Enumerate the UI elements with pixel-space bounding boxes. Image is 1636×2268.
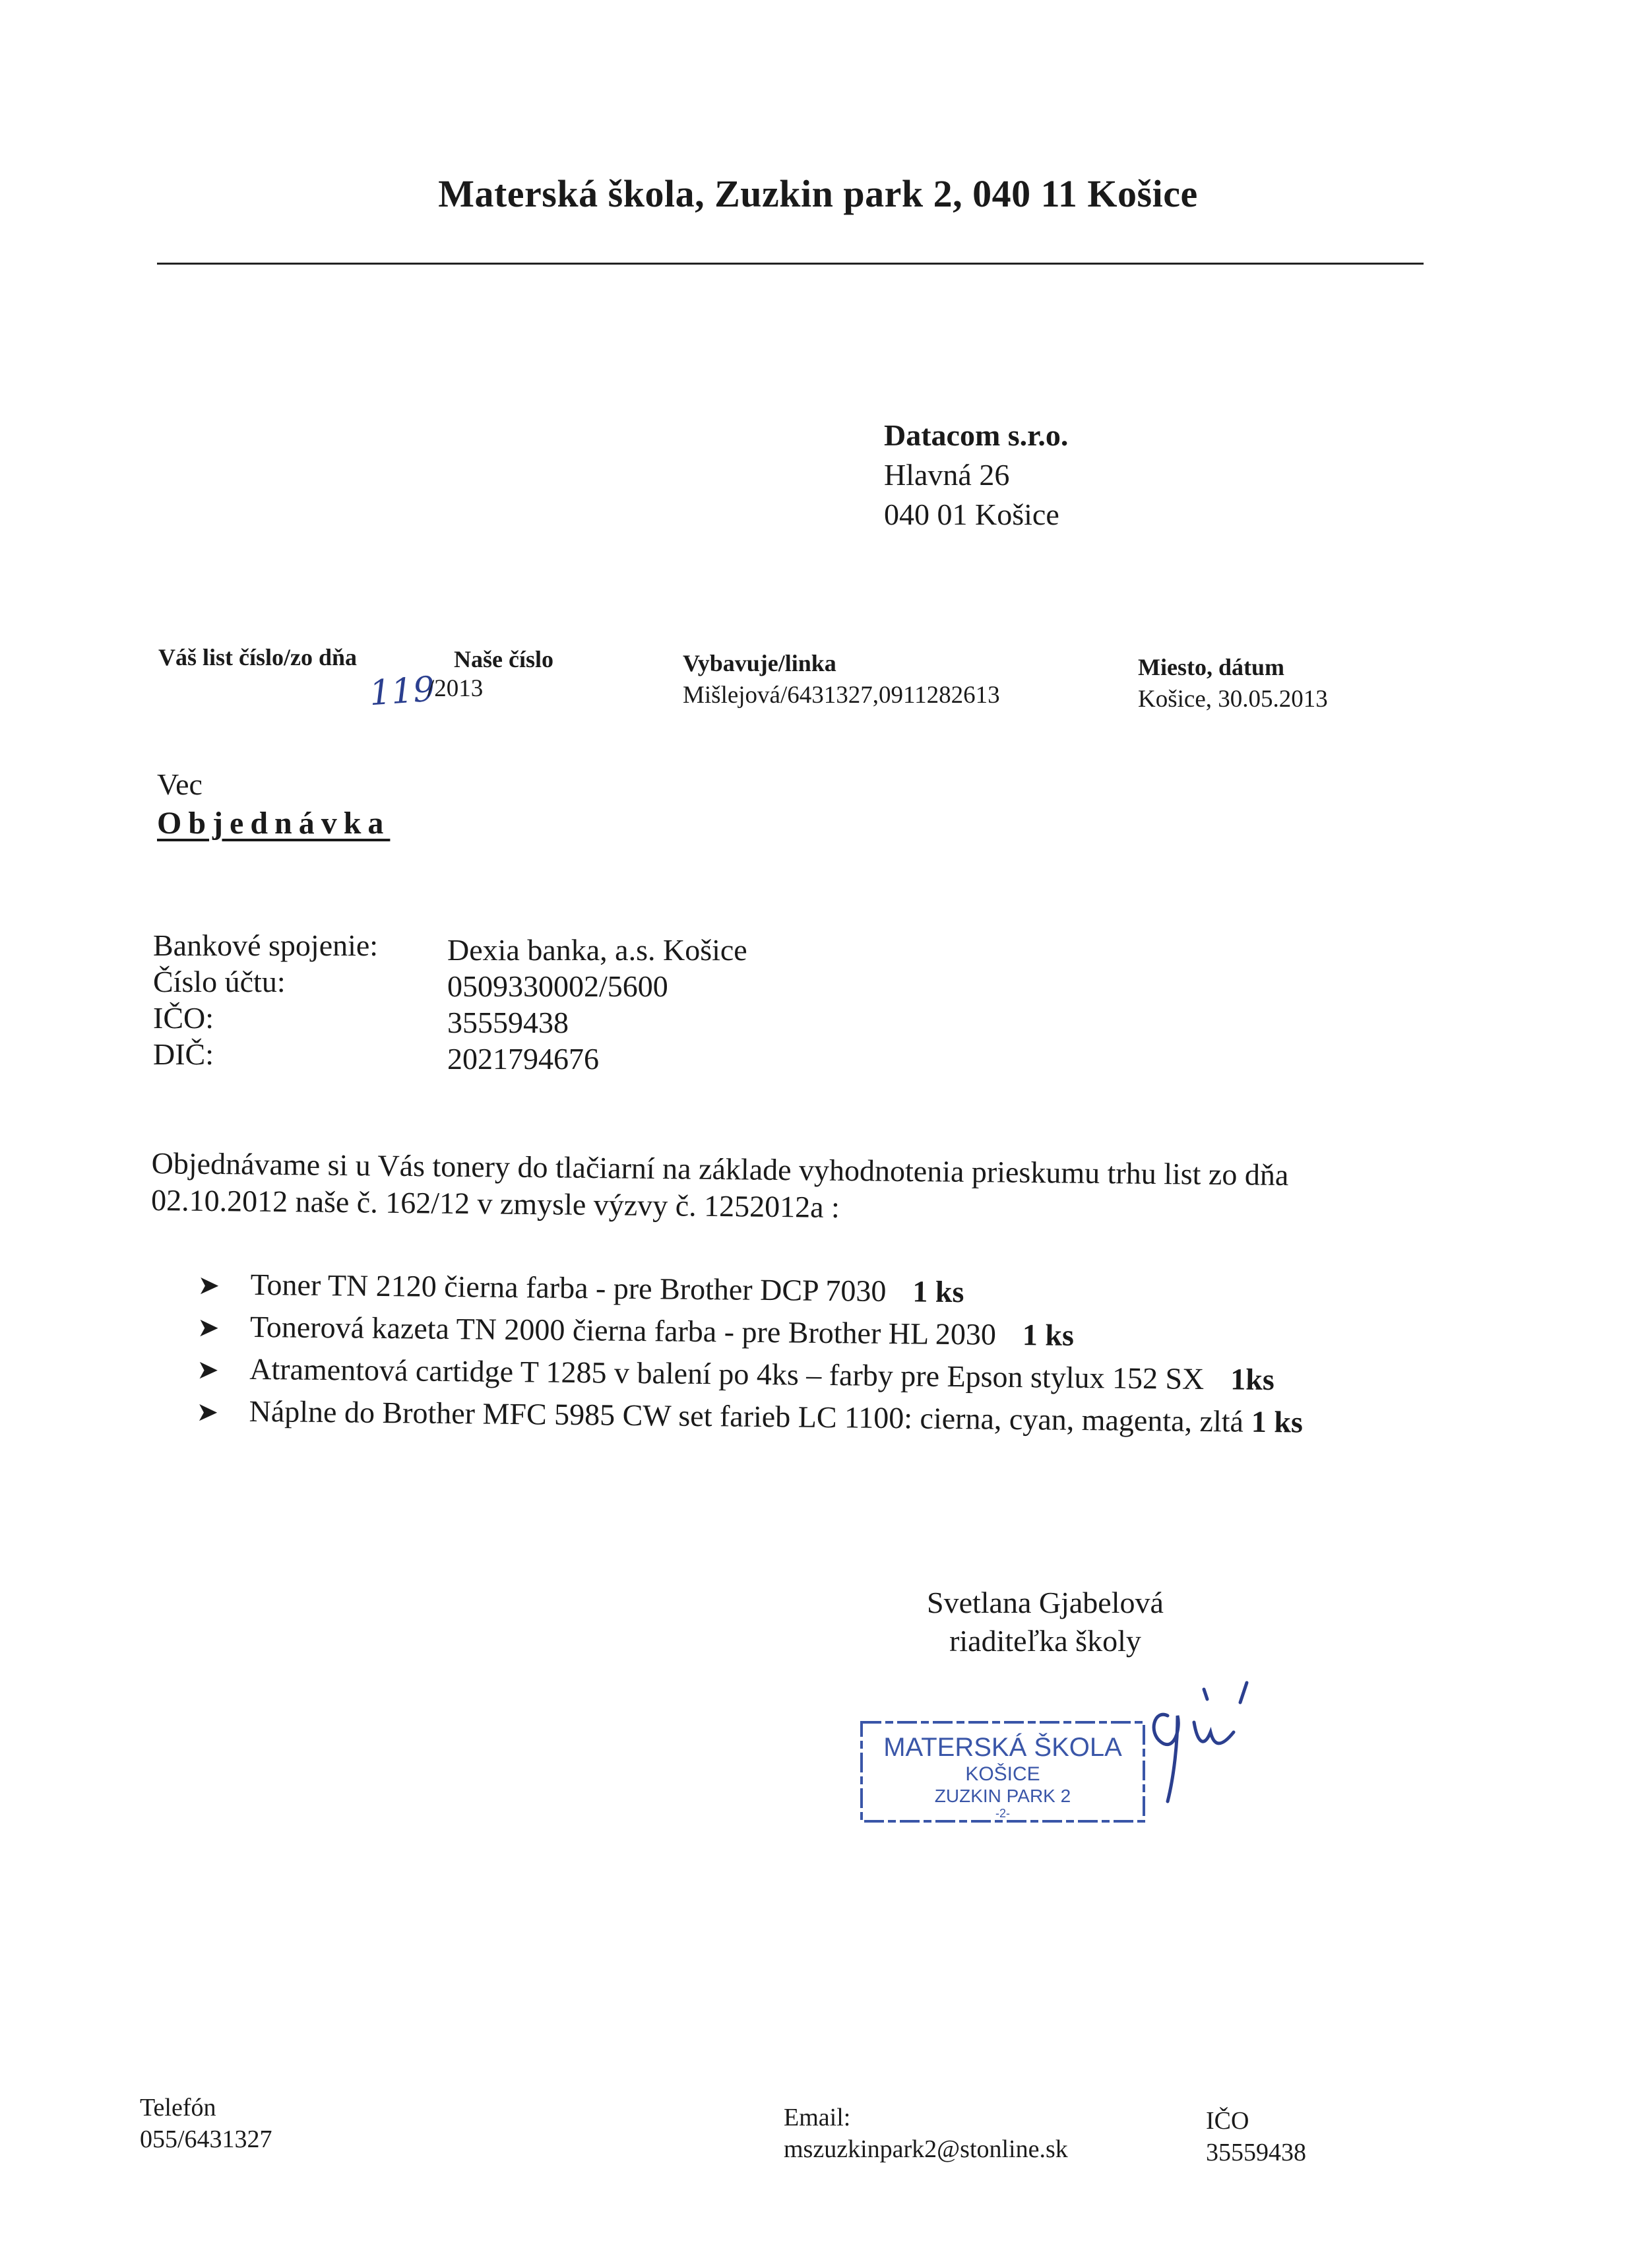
email-value: mszuzkinpark2@stonline.sk (784, 2135, 1068, 2163)
header-divider (157, 263, 1424, 265)
item-quantity: 1 ks (912, 1274, 964, 1309)
stamp-line: KOŠICE (965, 1763, 1040, 1785)
item-text: Toner TN 2120 čierna farba - pre Brother DCP 7030 (250, 1267, 887, 1308)
subject-label: Vec (157, 767, 203, 801)
bank-value-row: 35559438 (447, 1006, 569, 1039)
item-text: Tonerová kazeta TN 2000 čierna farba - pre Brother HL 2030 (249, 1309, 997, 1351)
bank-label-row: Číslo účtu: (153, 965, 286, 998)
signature-block (927, 1584, 1164, 1660)
order-items (196, 1264, 1304, 1444)
your-letter-label: Váš list číslo/zo dňa (158, 644, 358, 670)
order-paragraph-line: Objednávame si u Vás tonery do tlačiarní na základe vyhodnotenia prieskumu trhu list zo dňa (151, 1146, 1289, 1192)
bank-value-row: Dexia banka, a.s. Košice (447, 933, 747, 967)
item-quantity: 1 ks (1251, 1404, 1304, 1439)
subject-title: Objednávka (157, 806, 391, 841)
ico-label: IČO (1206, 2107, 1249, 2135)
recipient-address (884, 416, 1068, 535)
stamp-line: ZUZKIN PARK 2 (934, 1786, 1071, 1806)
bank-label-row: IČO: (153, 1001, 214, 1035)
our-number-label: Naše číslo (454, 646, 553, 672)
item-text: Náplne do Brother MFC 5985 CW set farieb LC 1100: cierna, cyan, magenta, zltá (249, 1394, 1244, 1439)
arrow-bullet-icon: ➤ (197, 1270, 220, 1301)
order-paragraph (151, 1145, 1289, 1231)
stamp-line: -2- (995, 1807, 1010, 1820)
phone-value: 055/6431327 (140, 2125, 272, 2153)
order-paragraph-line: 02.10.2012 naše č. 162/12 v zmysle výzvy č. 1252012a : (150, 1183, 840, 1224)
recipient-name: Datacom s.r.o. (884, 418, 1069, 452)
arrow-bullet-icon: ➤ (196, 1396, 219, 1427)
email-label: Email: (784, 2104, 851, 2131)
recipient-city: 040 01 Košice (884, 498, 1059, 531)
arrow-bullet-icon: ➤ (197, 1312, 220, 1343)
signatory-name: Svetlana Gjabelová (927, 1586, 1164, 1619)
stamp-line: MATERSKÁ ŠKOLA (883, 1733, 1122, 1762)
handled-by-label: Vybavuje/linka (683, 650, 836, 676)
place-date-value: Košice, 30.05.2013 (1138, 686, 1328, 713)
place-date-label: Miesto, dátum (1138, 654, 1284, 680)
item-quantity: 1 ks (1022, 1318, 1075, 1352)
phone-label: Telefón (140, 2094, 216, 2122)
school-header: Materská škola, Zuzkin park 2, 040 11 Košice (438, 172, 1198, 215)
recipient-street: Hlavná 26 (884, 458, 1010, 492)
our-number-value: /2013 (427, 675, 484, 702)
bank-value-row: 0509330002/5600 (447, 969, 668, 1003)
bank-values (447, 932, 747, 1077)
footer-ico (1206, 2105, 1306, 2168)
our-number-handwritten: 119 (368, 669, 437, 714)
signatory-role: riaditeľka školy (949, 1624, 1141, 1658)
ico-value: 35559438 (1206, 2139, 1306, 2166)
footer-phone (140, 2092, 272, 2155)
bank-value-row: 2021794676 (447, 1042, 599, 1076)
school-stamp (858, 1716, 1148, 1828)
handwritten-signature-icon (1141, 1669, 1273, 1821)
bank-label-row: DIČ: (153, 1037, 214, 1071)
bank-labels (153, 927, 378, 1072)
bank-label-row: Bankové spojenie: (153, 928, 379, 962)
handled-by-value: Mišlejová/6431327,0911282613 (683, 682, 1000, 709)
item-text: Atramentová cartidge T 1285 v balení po 4ks – farby pre Epson stylux 152 SX (249, 1351, 1205, 1396)
arrow-bullet-icon: ➤ (197, 1354, 220, 1385)
footer-email (784, 2102, 1068, 2165)
item-quantity: 1ks (1230, 1362, 1275, 1397)
